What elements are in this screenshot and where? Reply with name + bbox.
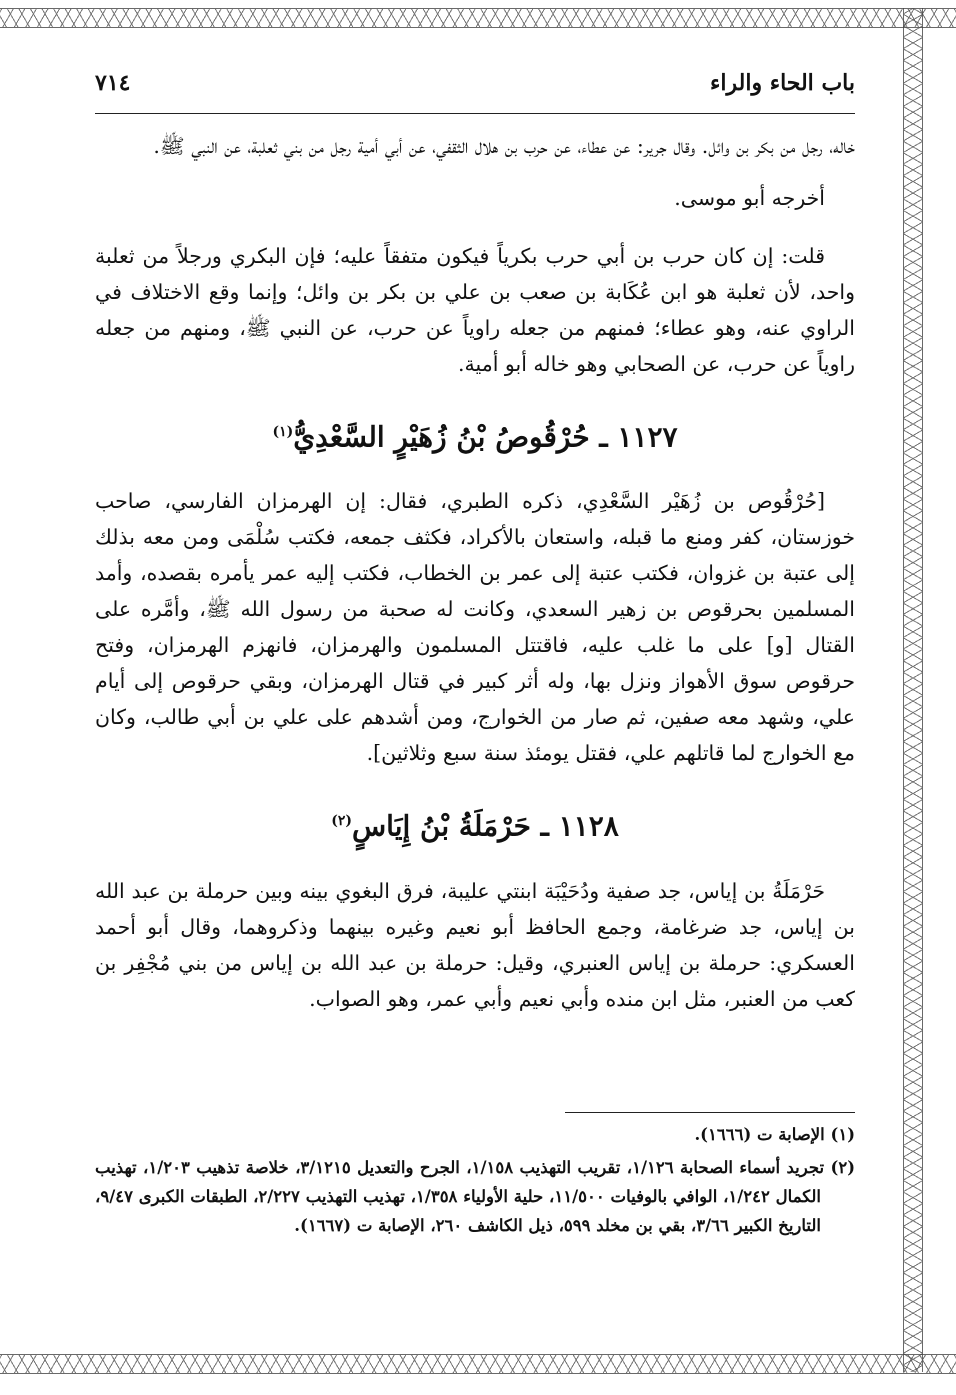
decorative-border-bottom xyxy=(0,1354,956,1374)
entry-heading xyxy=(95,412,855,457)
footnote: (١) الإصابة ت (١٦٦٦). xyxy=(694,1125,855,1144)
paragraph: أخرجه أبو موسى. xyxy=(674,186,825,210)
footnote: (٢) تجريد أسماء الصحابة ١/١٢٦، تقريب التهذيب ١/١٥٨، الجرح والتعديل ٣/١٢١٥، خلاصة تذهيب ١/٢٠٣، تهذيب الكمال ١/٢٤٢، الوافي بالوفيات ١١/٥٠٠، حلية الأولياء ١/٣٥٨، تهذيب التهذيب ٢/٢٢٧، الطبقات الكبرى ٩/٤٧، التاريخ الكبير ٣/٦٦، بقي بن مخلد ٥٩٩، ذيل الكاشف ٢٦٠، الإصابة ت (١٦٦٧). xyxy=(95,1158,856,1235)
paragraph: [حُرْقُوص بن زُهَيْر السَّعْدِي، ذكره الطبري، فقال: إن الهرمزان الفارسي، صاحب خوزستان، كفر ومنع ما قبله، واستعان بالأكراد، فكثف جمعه، فكتب سُلْمَى ومن معه بذلك إلى عتبة بن غزوان، فكتب عتبة إلى عمر بن الخطاب، فكتب إليه عمر يأمره بقصده، وأمد المسلمين بحرقوص بن زهير السعدي، وكانت له صحبة من رسول الله ﷺ، وأمَّره على القتال [و] على ما غلب عليه، فاقتتل المسلمون والهرمزان، فانهزم الهرمزان، وفتح حرقوص سوق الأهواز ونزل بها، وله أثر كبير في قتال الهرمزان، وبقي حرقوص إلى أيام علي، وشهد معه صفين، ثم صار من الخوارج، ومن أشدهم على علي بن أبي طالب، وكان مع الخوارج لما قاتلهم علي، فقتل يومئذ سنة سبع وثلاثين]. xyxy=(95,489,855,766)
entry-heading-text: ١١٢٧ ـ حُرْقُوصُ بْنُ زُهَيْرٍ السَّعْدِيُّ xyxy=(293,420,678,454)
footnotes xyxy=(95,1120,855,1240)
paragraph: قلت: إن كان حرب بن أبي حرب بكرياً فيكون متفقاً عليه؛ فإن البكري ورجلاً من ثعلبة واحد، لأن ثعلبة هو ابن عُكَابة بن صعب بن علي بن بكر بن وائل؛ وإنما وقع الاختلاف في الراوي عنه، وهو عطاء؛ فمنهم من جعله راوياً عن حرب، عن النبي ﷺ، ومنهم من جعله راوياً عن حرب، عن الصحابي وهو خاله أبو أمية. xyxy=(95,244,855,376)
footnote-marker: (٢) xyxy=(331,813,352,830)
main-text xyxy=(95,128,855,1017)
footnote-marker: (١) xyxy=(272,424,294,440)
entry-heading-text: ١١٢٨ ـ حَرْمَلَةُ بْنُ إِيَاسٍ xyxy=(352,809,619,843)
decorative-border-top xyxy=(0,8,956,28)
page-number: ٧١٤ xyxy=(95,70,131,96)
decorative-border-right xyxy=(903,8,923,1372)
entry-heading xyxy=(95,801,855,846)
chapter-title: باب الحاء والراء xyxy=(710,70,855,96)
paragraph: حَرْمَلَةُ بن إياس، جد صفية ودُحَيْبَة ابنتي عليبة، فرق البغوي بينه وبين حرملة بن عبد الله بن إياس، جد ضرغامة، وجمع الحافظ أبو نعيم وغيره بينهما وذكروهما، وقال أبو أحمد العسكري: حرملة بن إياس العنبري، وقيل: حرملة بن عبد الله بن إياس من بني مُجْفِر بن كعب من العنبر، مثل ابن منده وأبي نعيم وأبي عمر، وهو الصواب. xyxy=(95,878,855,1011)
paragraph: خاله، رجل من بكر بن وائل. وقال جرير: عن عطاء، عن حرب بن هلال الثقفي، عن أبي أمية رجل من بني ثعلبة، عن النبي ﷺ. xyxy=(153,134,855,158)
header-rule xyxy=(95,113,855,114)
footnote-rule xyxy=(565,1112,855,1113)
page-header xyxy=(95,70,855,110)
